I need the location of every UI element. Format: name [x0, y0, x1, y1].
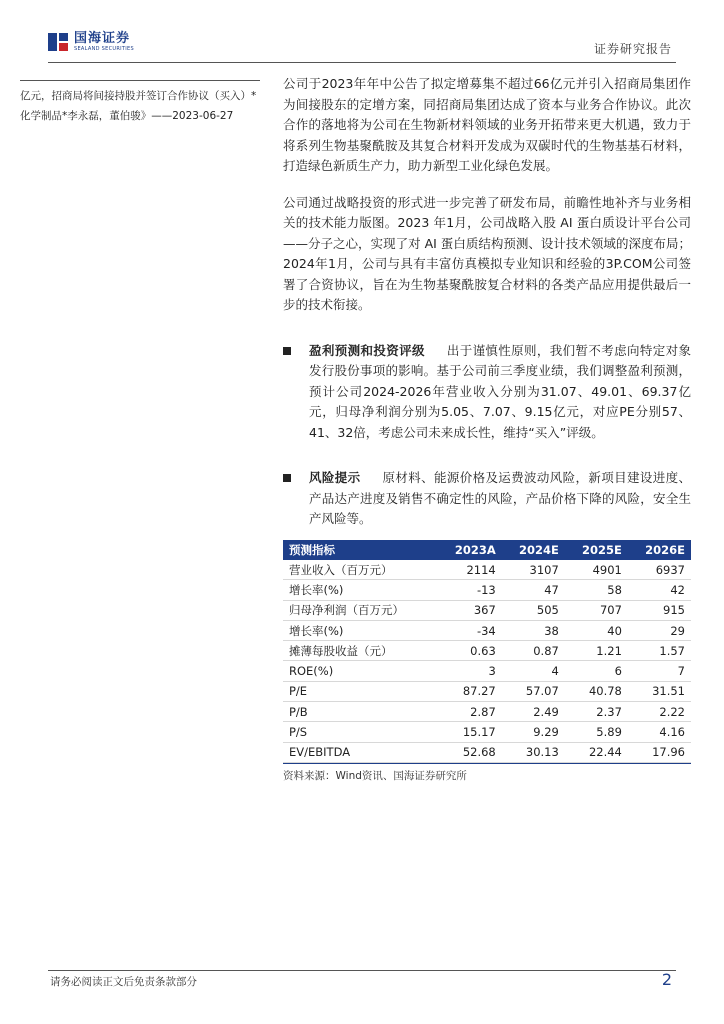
table-header-cell: 2026E — [645, 543, 685, 557]
table-cell: 6 — [565, 661, 628, 681]
page-header — [0, 0, 724, 62]
table-bottom-rule — [283, 763, 691, 764]
table-cell: -13 — [437, 580, 501, 600]
bullet-rating — [283, 341, 691, 444]
body-paragraph-1: 公司于2023年年中公告了拟定增募集不超过66亿元并引入招商局集团作为间接股东的定增方案，同招商局集团达成了资本与业务合作协议。此次合作的落地将为公司在生物新材料领域的业务开拓带来更大机遇，致力于将系列生物基聚酰胺及其复合材料开发成为双碳时代的生物基基石材料，打造绿色新质生产力，助力新型工业化绿色发展。 — [283, 76, 691, 173]
table-row — [283, 742, 691, 762]
logo-mark-icon — [48, 31, 70, 53]
table-cell: 3107 — [502, 560, 565, 580]
table-cell: 22.44 — [565, 742, 628, 762]
table-cell: 5.89 — [565, 722, 628, 742]
bullet-risk-text: 原材料、能源价格及运费波动风险，新项目建设进度、产品达产进度及销售不确定性的风险，产品价格下降的风险，安全生产风险等。 — [309, 470, 691, 526]
table-cell: 47 — [502, 580, 565, 600]
table-cell: 40.78 — [565, 681, 628, 701]
table-cell: 707 — [565, 600, 628, 620]
table-cell: 15.17 — [437, 722, 501, 742]
report-type-label: 证券研究报告 — [593, 42, 672, 56]
table-row — [283, 620, 691, 640]
table-header-row — [283, 540, 691, 560]
bullet-square-icon — [283, 474, 291, 482]
table-cell: -34 — [437, 620, 501, 640]
footer-divider — [48, 970, 676, 971]
logo-name-cn: 国海证券 — [74, 31, 131, 46]
table-row — [283, 560, 691, 580]
body-paragraph-2: 公司通过战略投资的形式进一步完善了研发布局，前瞻性地补齐与业务相关的技术能力版图。2023 年1月，公司战略入股 AI 蛋白质设计平台公司——分子之心，实现了对 AI 蛋白质结构预测、设计技术领域的深度布局；2024年1月，公司与具有丰富仿真模拟专业知识和经验的3P.COM公司签署了合资协议，旨在为生物基聚酰胺复合材料的各类产品应用提供最后一步的技术衔接。 — [283, 194, 691, 312]
table-header-cell: 2023A — [454, 543, 496, 557]
table-cell-label: 营业收入（百万元） — [283, 560, 437, 580]
table-cell: 4 — [502, 661, 565, 681]
logo-name-en: SEALAND SECURITIES — [74, 46, 134, 52]
forecast-table — [283, 540, 691, 763]
bullet-risk — [283, 468, 691, 530]
table-row — [283, 580, 691, 600]
table-cell: 87.27 — [437, 681, 501, 701]
table-cell: 1.57 — [628, 641, 691, 661]
table-row — [283, 681, 691, 701]
table-cell: 4.16 — [628, 722, 691, 742]
table-header-cell: 2024E — [518, 543, 559, 557]
table-cell: 2.37 — [565, 702, 628, 722]
table-cell-label: ROE(%) — [283, 661, 437, 681]
sidebar-related-reports — [20, 80, 260, 126]
table-cell: 40 — [565, 620, 628, 640]
bullet-rating-text: 出于谨慎性原则，我们暂不考虑向特定对象发行股份事项的影响。基于公司前三季度业绩，我们调整盈利预测，预计公司2024-2026年营业收入分别为31.07、49.01、69.37亿元，归母净利润分别为5.05、7.07、9.15亿元，对应PE分别57、41、32倍，考虑公司未来成长性，维持“买入”评级。 — [309, 342, 691, 440]
table-cell: 0.87 — [502, 641, 565, 661]
bullet-rating-title: 盈利预测和投资评级 — [309, 342, 425, 358]
table-cell: 2114 — [437, 560, 501, 580]
table-cell: 2.49 — [502, 702, 565, 722]
header-divider — [48, 62, 676, 63]
sidebar-divider — [20, 80, 260, 81]
table-row — [283, 641, 691, 661]
table-cell: 0.63 — [437, 641, 501, 661]
table-cell: 7 — [628, 661, 691, 681]
table-cell-label: P/E — [283, 681, 437, 701]
main-body — [283, 74, 691, 530]
table-cell: 1.21 — [565, 641, 628, 661]
table-row — [283, 600, 691, 620]
table-cell: 57.07 — [502, 681, 565, 701]
table-cell-label: 摊薄每股收益（元） — [283, 641, 437, 661]
table-cell: 58 — [565, 580, 628, 600]
page-number: 2 — [661, 970, 672, 989]
table-cell: 915 — [628, 600, 691, 620]
table-row — [283, 702, 691, 722]
table-header-cell: 预测指标 — [289, 543, 335, 557]
table-cell-label: P/S — [283, 722, 437, 742]
table-cell: 6937 — [628, 560, 691, 580]
table-cell: 3 — [437, 661, 501, 681]
footer-disclaimer: 请务必阅读正文后免责条款部分 — [50, 976, 197, 988]
table-row — [283, 661, 691, 681]
table-cell: 17.96 — [628, 742, 691, 762]
table-cell: 52.68 — [437, 742, 501, 762]
table-cell: 42 — [628, 580, 691, 600]
company-logo — [48, 30, 134, 54]
table-cell: 31.51 — [628, 681, 691, 701]
table-cell-label: 归母净利润（百万元） — [283, 600, 437, 620]
table-cell: 38 — [502, 620, 565, 640]
table-cell: 4901 — [565, 560, 628, 580]
table-cell: 30.13 — [502, 742, 565, 762]
table-cell-label: P/B — [283, 702, 437, 722]
sidebar-related-report-text: 亿元，招商局将间接持股并签订合作协议（买入）*化学制品*李永磊，董伯骏》——2023-06-27 — [20, 90, 257, 122]
table-cell-label: EV/EBITDA — [283, 742, 437, 762]
table-cell: 367 — [437, 600, 501, 620]
table-cell-label: 增长率(%) — [283, 620, 437, 640]
table-cell: 9.29 — [502, 722, 565, 742]
bullet-risk-title: 风险提示 — [309, 470, 361, 485]
table-cell: 505 — [502, 600, 565, 620]
table-source-note: 资料来源：Wind资讯、国海证券研究所 — [283, 769, 467, 782]
bullet-square-icon — [283, 347, 291, 355]
table-cell: 2.22 — [628, 702, 691, 722]
forecast-table-container — [283, 540, 691, 783]
table-cell: 2.87 — [437, 702, 501, 722]
table-cell: 29 — [628, 620, 691, 640]
table-row — [283, 722, 691, 742]
table-header-cell: 2025E — [582, 543, 622, 557]
table-cell-label: 增长率(%) — [283, 580, 437, 600]
